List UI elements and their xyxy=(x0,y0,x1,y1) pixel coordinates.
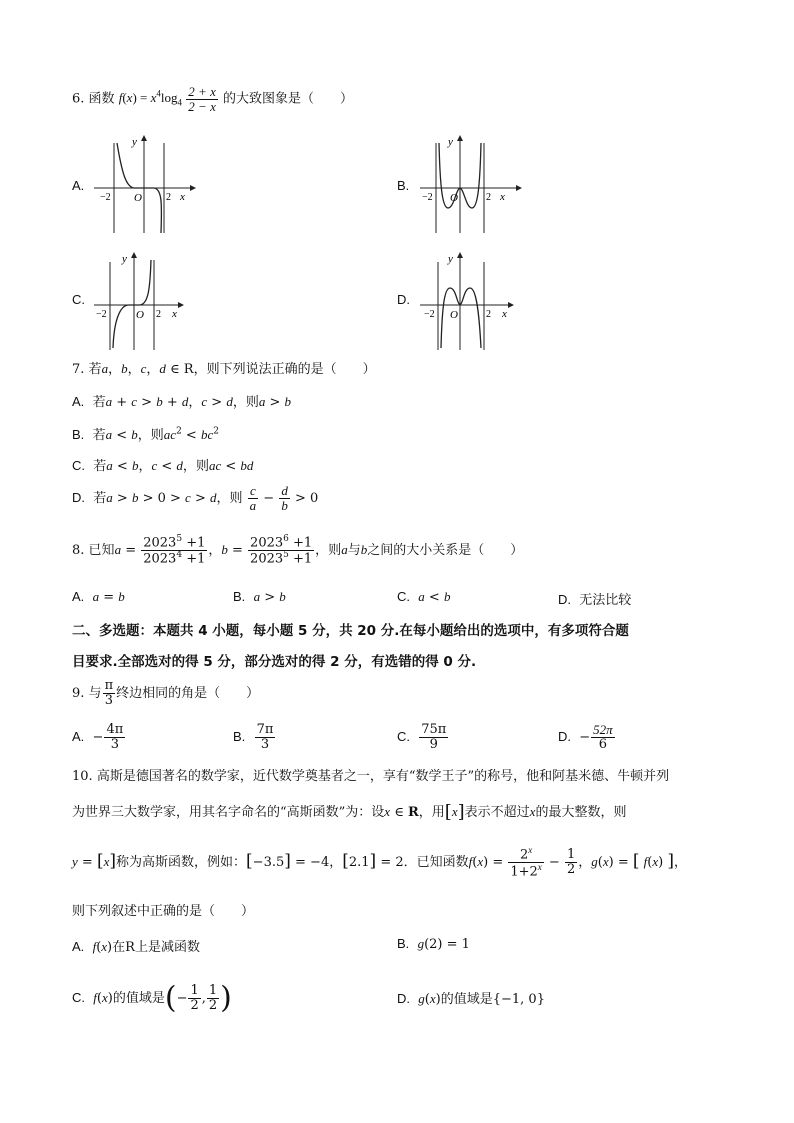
q8-option-b[interactable]: B. a > b xyxy=(233,589,286,605)
q6-a-ylabel: y xyxy=(132,136,137,148)
q10-line3: y = [x]称为高斯函数，例如：[−3.5] = −4，[2.1] = 2．已知函数f(x) = $\frac{2^x}{1+2^x}$ − $\frac{1}{2}$ ，g(x) = [ f(x) ]， xyxy=(72,845,687,880)
section2-line2: 目要求.全部选对的得 5 分，部分选对的得 2 分，有选错的得 0 分. xyxy=(72,654,477,670)
q6-a-origin: O xyxy=(134,192,142,204)
q6-option-a-letter[interactable]: A. xyxy=(72,178,85,193)
q6-a-neg2: −2 xyxy=(100,192,111,203)
q6-d-neg2: −2 xyxy=(424,309,435,320)
q10-line2: 为世界三大数学家，用其名字命名的“高斯函数”为：设x ∈ R，用[x]表示不超过x的最大整数，则 xyxy=(72,801,627,823)
q10-option-c[interactable]: C. f(x)的值域是(− $\frac{1}{2}$ , $\frac{1}{2}$ ) xyxy=(72,980,232,1016)
q6-b-xlabel: x xyxy=(500,191,505,203)
q8-option-c[interactable]: C. a < b xyxy=(397,589,451,605)
q9-option-d[interactable]: D. − $\frac{52\pi}{6}$ xyxy=(558,722,613,752)
q9-option-a[interactable]: A. − $\frac{4\pi}{3}$ xyxy=(72,722,124,752)
q6-option-c-letter[interactable]: C. xyxy=(72,292,85,307)
q6-a-xlabel: x xyxy=(180,191,185,203)
q6-b-origin: O xyxy=(450,192,458,204)
q10-option-d[interactable]: D. g(x)的值域是{−1, 0} xyxy=(397,991,545,1007)
q9-option-c[interactable]: C. $\frac{75\pi}{9}$ xyxy=(397,722,447,752)
q6-c-xlabel: x xyxy=(172,308,177,320)
q7-option-c[interactable]: C. 若a < b，c < d，则ac < bd xyxy=(72,458,254,474)
q9-stem: 9. 与 $\frac{\pi}{3}$ 终边相同的角是（ ） xyxy=(72,678,260,708)
q7-option-d[interactable]: D. 若a > b > 0 > c > d，则 $\frac{c}{a}$ − $\frac{d}{b}$ > 0 xyxy=(72,483,319,513)
q8-option-d[interactable]: D. 无法比较 xyxy=(558,592,632,608)
q6-stem xyxy=(72,78,353,114)
q8-stem: 8. 已知a = $\frac{2023^5 +1}{2023^4 +1}$ ，b = $\frac{2023^6 +1}{2023^5 +1}$ ，则a与b之间的大小关系是（ ） xyxy=(72,534,524,567)
q6-a-pos2: 2 xyxy=(166,192,171,203)
q6-c-ylabel: y xyxy=(122,253,127,265)
q10-line1: 10. 高斯是德国著名的数学家，近代数学奠基者之一，享有“数学王子”的称号，他和阿基米德、牛顿并列 xyxy=(72,769,670,784)
q6-graph-b[interactable] xyxy=(418,133,528,235)
q10-option-b[interactable]: B. g(2) = 1 xyxy=(397,936,470,952)
section2-line1: 二、多选题：本题共 4 小题，每小题 5 分，共 20 分.在每小题给出的选项中，有多项符合题 xyxy=(72,623,629,639)
q6-b-ylabel: y xyxy=(448,136,453,148)
q10-line4: 则下列叙述中正确的是（ ） xyxy=(72,904,255,919)
q7-option-a[interactable]: A. 若a + c > b + d，c > d，则a > b xyxy=(72,394,292,410)
q6-formula: $f(x) = x^4\log_4$ $\frac{2 + x}{2 - x}$ xyxy=(118,84,216,114)
q7-stem: 7. 若a，b，c，d ∈ R，则下列说法正确的是（ ） xyxy=(72,361,376,377)
q9-option-b[interactable]: B. $\frac{7\pi}{3}$ xyxy=(233,722,274,752)
q6-option-d-letter[interactable]: D. xyxy=(397,292,410,307)
q6-c-pos2: 2 xyxy=(156,309,161,320)
q8-option-a[interactable]: A. a = b xyxy=(72,589,125,605)
q6-d-xlabel: x xyxy=(502,308,507,320)
q6-graph-d[interactable] xyxy=(418,250,528,352)
q6-stem-suffix: 的大致图象是（ ） xyxy=(222,91,353,107)
q6-graph-a[interactable] xyxy=(92,133,202,235)
q6-stem-prefix: 函数 xyxy=(88,91,115,107)
q6-c-origin: O xyxy=(136,309,144,321)
q6-b-pos2: 2 xyxy=(486,192,491,203)
q10-option-a[interactable]: A. f(x)在R上是减函数 xyxy=(72,939,200,955)
q6-graph-c[interactable] xyxy=(92,250,202,352)
q6-d-origin: O xyxy=(450,309,458,321)
q6-d-pos2: 2 xyxy=(486,309,491,320)
q6-d-ylabel: y xyxy=(448,253,453,265)
q6-number: 6. xyxy=(72,91,85,107)
q6-option-b-letter[interactable]: B. xyxy=(397,178,410,193)
q6-c-neg2: −2 xyxy=(96,309,107,320)
q6-b-neg2: −2 xyxy=(422,192,433,203)
q7-option-b[interactable]: B. 若a < b，则$ac^2 < bc^2$ xyxy=(72,426,219,443)
